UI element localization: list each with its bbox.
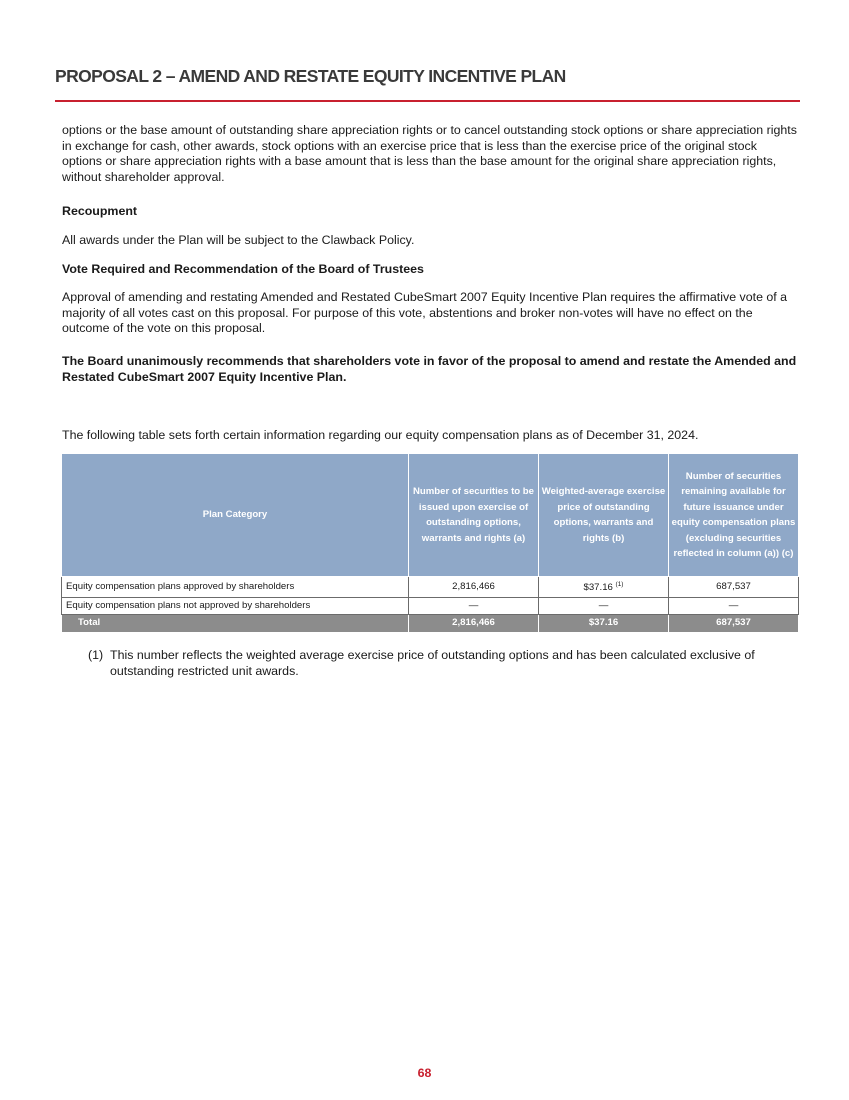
row-col-a: — bbox=[409, 597, 539, 615]
footnote-marker: (1) bbox=[615, 581, 624, 588]
page-number: 68 bbox=[417, 1066, 432, 1080]
footnote-number: (1) bbox=[88, 648, 104, 662]
header-col-a: Number of securities to be issued upon exercise of outstanding options, warrants and rights (a) bbox=[409, 454, 539, 577]
page-title: PROPOSAL 2 – AMEND AND RESTATE EQUITY INCENTIVE PLAN bbox=[55, 66, 566, 86]
equity-table bbox=[61, 453, 799, 633]
header-col-c: Number of securities remaining available for future issuance under equity compensation plans (excluding securities reflected in column (a)) (c) bbox=[669, 454, 799, 577]
recoupment-heading: Recoupment bbox=[62, 204, 138, 218]
total-label: Total bbox=[62, 615, 409, 633]
board-recommendation: The Board unanimously recommends that shareholders vote in favor of the proposal to amend and restate the Amended and Restated CubeSmart 2007 Equity Incentive Plan. bbox=[62, 354, 797, 384]
table-intro: The following table sets forth certain information regarding our equity compensation plans as of December 31, 2024. bbox=[62, 428, 699, 442]
row-col-a: 2,816,466 bbox=[409, 577, 539, 598]
recoupment-text: All awards under the Plan will be subject to the Clawback Policy. bbox=[62, 233, 415, 247]
vote-heading: Vote Required and Recommendation of the Board of Trustees bbox=[62, 262, 424, 276]
row-col-b-value: $37.16 bbox=[583, 582, 613, 593]
table-row bbox=[62, 597, 799, 615]
equity-compensation-table bbox=[61, 453, 798, 633]
table-row bbox=[62, 577, 799, 598]
row-col-b: — bbox=[539, 597, 669, 615]
total-col-a: 2,816,466 bbox=[409, 615, 539, 633]
intro-text: options or the base amount of outstanding share appreciation rights or to cancel outstanding stock options or share appreciation rights in exchange for cash, other awards, stock options with an exercise price that is less than the exercise price of the original stock options or share appreciation rights with a base amount that is less than the base amount for the original share appreciation rights, without shareholder approval. bbox=[62, 123, 797, 184]
header-plan-category: Plan Category bbox=[62, 454, 409, 577]
intro-paragraph bbox=[62, 123, 797, 185]
table-header-row bbox=[62, 454, 799, 577]
vote-text: Approval of amending and restating Amended and Restated CubeSmart 2007 Equity Incentive Plan requires the affirmative vote of a majority of all votes cast on this proposal. For purpose of this vote, abstentions and broker non-votes will have no effect on the outcome of the vote on this proposal. bbox=[62, 290, 788, 335]
footnote-text: This number reflects the weighted average exercise price of outstanding options and has been calculated exclusive of outstanding restricted unit awards. bbox=[110, 648, 755, 678]
row-category: Equity compensation plans approved by shareholders bbox=[62, 577, 409, 598]
footnote bbox=[88, 648, 788, 679]
row-col-b bbox=[539, 577, 669, 598]
total-col-c: 687,537 bbox=[669, 615, 799, 633]
row-col-c: 687,537 bbox=[669, 577, 799, 598]
row-col-c: — bbox=[669, 597, 799, 615]
header-col-b: Weighted-average exercise price of outstanding options, warrants and rights (b) bbox=[539, 454, 669, 577]
total-col-b: $37.16 bbox=[539, 615, 669, 633]
table-total-row bbox=[62, 615, 799, 633]
header-divider bbox=[55, 100, 800, 102]
row-category: Equity compensation plans not approved by shareholders bbox=[62, 597, 409, 615]
